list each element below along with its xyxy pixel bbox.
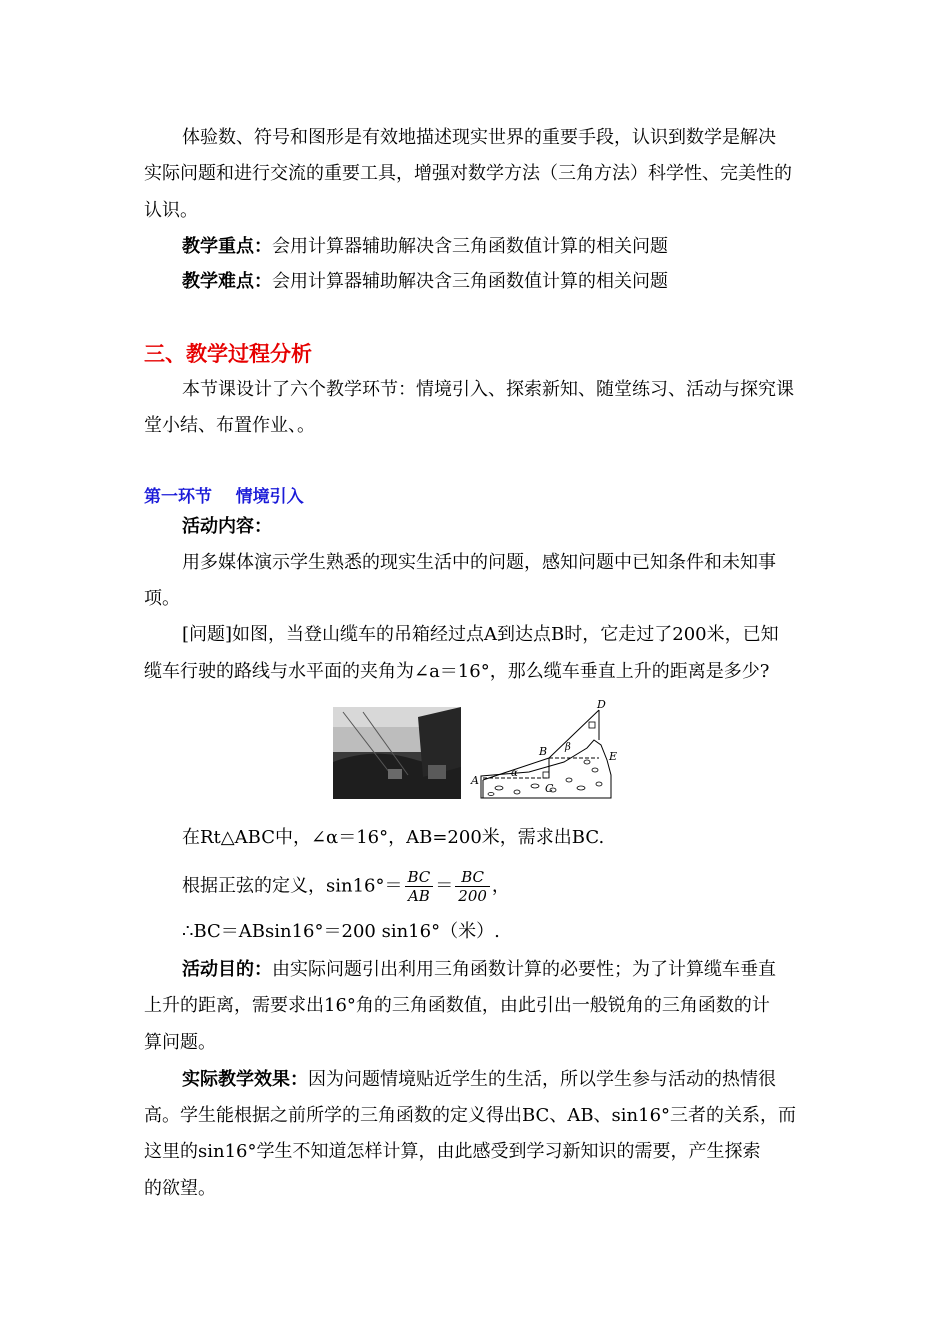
calc-line-2-suffix: ， (491, 875, 510, 897)
fraction-bc-200 (455, 868, 490, 905)
intro-line-2: 实际问题和进行交流的重要工具，增强对数学方法（三角方法）科学性、完美性的 (144, 163, 792, 184)
geometry-diagram (469, 700, 619, 805)
label-b: B (539, 745, 548, 758)
key-point (182, 235, 668, 259)
difficult-point (182, 270, 668, 294)
key-point-text: 会用计算器辅助解决含三角函数值计算的相关问题 (272, 236, 668, 257)
effect-line-3: 这里的sin16°学生不知道怎样计算，由此感受到学习新知识的需要，产生探索 (144, 1141, 761, 1162)
calc-line-2 (182, 868, 510, 905)
section-line-2: 堂小结、布置作业、。 (144, 415, 315, 436)
label-beta: β (565, 742, 571, 753)
label-alpha: α (511, 768, 518, 779)
part-heading: 第一环节 情境引入 (144, 487, 304, 507)
activity-line-2: 项。 (144, 588, 180, 609)
intro-line-3: 认识。 (144, 200, 198, 221)
label-e: E (609, 750, 618, 763)
effect-line-4: 的欲望。 (144, 1178, 216, 1199)
key-point-label: 教学重点： (182, 236, 272, 257)
effect-text-1: 因为问题情境贴近学生的生活，所以学生参与活动的热情很 (308, 1069, 776, 1090)
intro-line-1: 体验数、符号和图形是有效地描述现实世界的重要手段，认识到数学是解决 (182, 127, 776, 148)
problem-line-2: 缆车行驶的路线与水平面的夹角为∠a＝16°，那么缆车垂直上升的距离是多少? (144, 661, 770, 682)
purpose-label: 活动目的： (182, 959, 272, 980)
purpose-line-2: 上升的距离，需要求出16°角的三角函数值，由此引出一般锐角的三角函数的计 (144, 995, 770, 1016)
cable-car-figure (333, 700, 623, 805)
purpose-text-1: 由实际问题引出利用三角函数计算的必要性；为了计算缆车垂直 (272, 959, 776, 980)
frac1-den: AB (407, 887, 430, 905)
difficult-point-text: 会用计算器辅助解决含三角函数值计算的相关问题 (272, 271, 668, 292)
purpose-line-3: 算问题。 (144, 1032, 216, 1053)
label-a: A (471, 774, 479, 787)
purpose-line-1 (182, 958, 776, 982)
section-heading: 三、教学过程分析 (144, 342, 312, 366)
calc-line-2-prefix: 根据正弦的定义，sin16°＝ (182, 875, 403, 897)
calc-line-1: 在Rt△ABC中，∠α＝16°，AB=200米，需求出BC. (182, 827, 605, 848)
activity-label: 活动内容： (182, 516, 272, 537)
effect-line-1 (182, 1068, 776, 1092)
cable-car-photo (333, 707, 461, 799)
difficult-point-label: 教学难点： (182, 271, 272, 292)
activity-line-1: 用多媒体演示学生熟悉的现实生活中的问题，感知问题中已知条件和未知事 (182, 552, 776, 573)
effect-line-2: 高。学生能根据之前所学的三角函数的定义得出BC、AB、sin16°三者的关系，而 (144, 1105, 797, 1126)
label-c: C (545, 782, 554, 795)
fraction-bc-ab (405, 868, 434, 905)
effect-label: 实际教学效果： (182, 1069, 308, 1090)
frac1-num: BC (405, 868, 434, 887)
frac2-num: BC (455, 868, 490, 887)
label-d: D (597, 700, 606, 711)
frac-eq: ＝ (435, 875, 454, 897)
section-line-1: 本节课设计了六个教学环节：情境引入、探索新知、随堂练习、活动与探究课 (182, 379, 794, 400)
frac2-den: 200 (458, 887, 487, 905)
calc-line-3: ∴BC＝ABsin16°＝200 sin16°（米）. (182, 921, 500, 942)
problem-line-1: [问题]如图，当登山缆车的吊箱经过点A到达点B时，它走过了200米，已知 (182, 624, 779, 645)
